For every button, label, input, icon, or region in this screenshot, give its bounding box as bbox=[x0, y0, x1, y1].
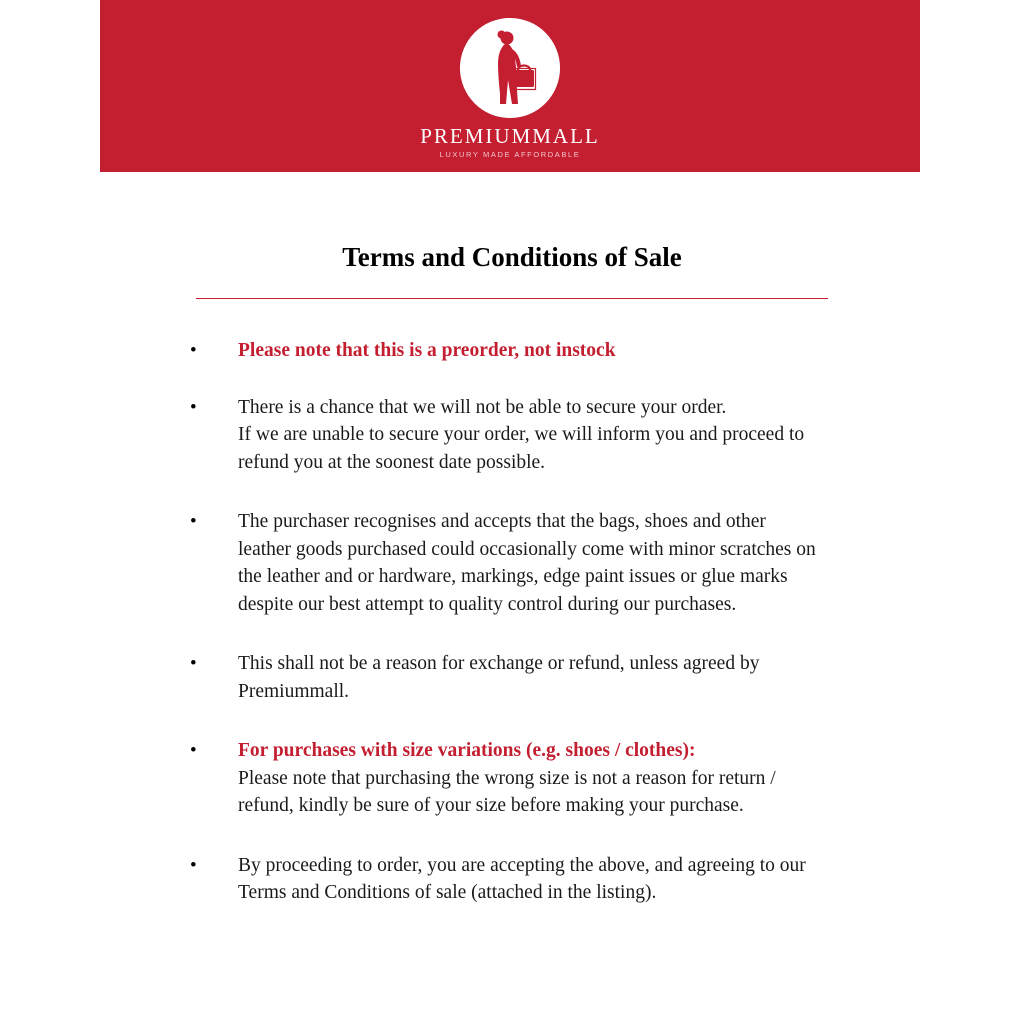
list-item-line: the leather and or hardware, markings, edge paint issues or glue marks bbox=[238, 566, 788, 587]
list-item-line: If we are unable to secure your order, we will inform you and proceed to bbox=[238, 424, 805, 445]
bullet-marker: • bbox=[190, 653, 197, 674]
list-item-text bbox=[238, 337, 838, 365]
brand-name: PREMIUMMALL bbox=[420, 123, 600, 148]
list-item-line: By proceeding to order, you are accepting the above, and agreeing to our bbox=[238, 854, 806, 876]
list-item-text bbox=[238, 852, 838, 907]
document-body bbox=[0, 172, 1024, 933]
list-item-highlight: For purchases with size variations (e.g. shoes / clothes): bbox=[238, 740, 696, 761]
list-item-text bbox=[238, 650, 838, 705]
list-item-line: This shall not be a reason for exchange or refund, unless agreed by bbox=[238, 653, 760, 674]
woman-with-handbag-icon bbox=[460, 18, 560, 118]
list-item-line: The purchaser recognises and accepts that the bags, shoes and other bbox=[238, 511, 766, 532]
brand-tagline: LUXURY MADE AFFORDABLE bbox=[439, 149, 581, 159]
list-item-line: Premiummall. bbox=[238, 680, 350, 702]
title-divider bbox=[196, 298, 828, 299]
list-item bbox=[190, 508, 850, 618]
list-item-line: refund, kindly be sure of your size before making your purchase. bbox=[238, 795, 744, 816]
brand-banner bbox=[100, 0, 920, 172]
bullet-marker: • bbox=[190, 340, 197, 361]
bullet-marker: • bbox=[190, 396, 197, 418]
terms-list bbox=[190, 337, 850, 907]
list-item bbox=[190, 852, 850, 907]
list-item-line: There is a chance that we will not be able to secure your order. bbox=[238, 396, 727, 418]
list-item-text bbox=[238, 394, 838, 477]
list-item-line: Please note that purchasing the wrong size is not a reason for return / bbox=[238, 767, 776, 789]
bullet-marker: • bbox=[190, 740, 197, 761]
list-item-line: refund you at the soonest date possible. bbox=[238, 451, 546, 473]
bullet-marker: • bbox=[190, 854, 197, 876]
list-item-text bbox=[238, 737, 838, 820]
list-item bbox=[190, 394, 850, 477]
list-item bbox=[190, 650, 850, 705]
page-title: Terms and Conditions of Sale bbox=[342, 242, 682, 272]
list-item bbox=[190, 337, 850, 365]
list-item bbox=[190, 737, 850, 820]
list-item-text bbox=[238, 508, 838, 618]
list-item-line: despite our best attempt to quality control during our purchases. bbox=[238, 593, 737, 615]
brand-logo bbox=[420, 18, 600, 159]
list-item-highlight: Please note that this is a preorder, not instock bbox=[238, 340, 616, 361]
list-item-line: leather goods purchased could occasionally come with minor scratches on bbox=[238, 538, 816, 560]
list-item-line: Terms and Conditions of sale (attached in the listing). bbox=[238, 882, 657, 903]
bullet-marker: • bbox=[190, 511, 197, 532]
